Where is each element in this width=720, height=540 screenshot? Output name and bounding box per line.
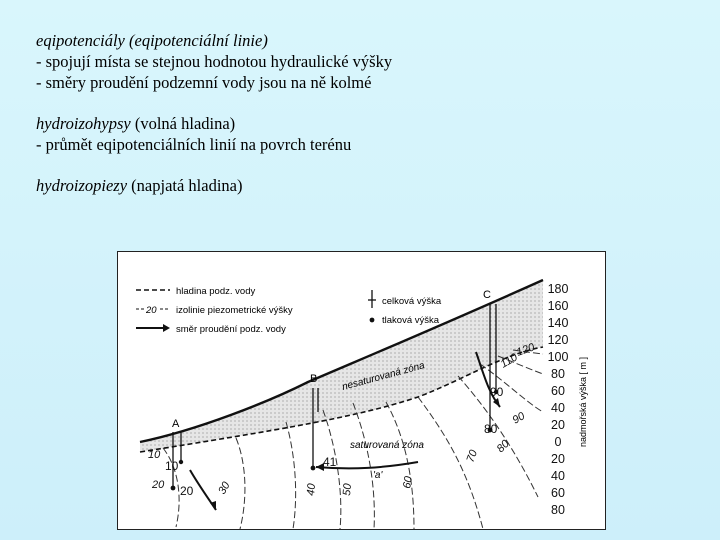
axis-tick: 180 <box>547 282 569 296</box>
hydroisopiez-note: (napjatá hladina) <box>127 176 243 195</box>
isoline-label-80: 80 <box>494 437 512 456</box>
isoline-label-50: 50 <box>341 483 355 497</box>
groundwater-diagram <box>117 251 606 530</box>
saturated-zone-label: saturovaná zóna <box>350 440 424 451</box>
isoline-label-10: 10 <box>148 449 161 461</box>
axis-tick: 140 <box>547 316 569 330</box>
elevation-axis-title: nadmořská výška [ m ] <box>578 356 588 448</box>
axis-tick: 40 <box>551 469 565 483</box>
axis-tick: 80 <box>551 503 565 517</box>
point-c-label: C <box>483 289 491 301</box>
equipotential-point-2: - směry proudění podzemní vody jsou na ně kolmé <box>36 73 372 92</box>
legend-total-head: celková výška <box>382 296 442 307</box>
elevation-axis-ticks <box>548 282 569 517</box>
point-b-label: B <box>310 373 318 385</box>
hydroisopiez-term: hydroizopiezy <box>36 176 128 195</box>
point-a-quote: 'a' <box>373 470 383 481</box>
isoline-label-30: 30 <box>216 479 233 497</box>
axis-tick: 100 <box>547 350 569 364</box>
axis-tick: 40 <box>551 401 565 415</box>
legend <box>136 286 442 335</box>
axis-tick: 60 <box>551 486 565 500</box>
equipotential-point-1: - spojují místa se stejnou hodnotou hydraulické výšky <box>36 52 393 71</box>
legend-pressure-head: tlaková výška <box>382 315 440 326</box>
axis-tick: 20 <box>551 418 565 432</box>
slide-text <box>36 30 392 196</box>
legend-flow: směr proudění podz. vody <box>176 324 286 335</box>
isoline-label-120: 120 <box>514 341 537 359</box>
axis-tick: 120 <box>547 333 569 347</box>
isoline-label-40: 40 <box>305 483 319 497</box>
isoline-label-20: 20 <box>152 479 165 491</box>
axis-tick: 60 <box>551 384 565 398</box>
reading-a-total: 10 <box>165 459 179 473</box>
hydroisohypse-heading <box>36 113 392 134</box>
reading-a-pressure: 20 <box>180 484 194 498</box>
reading-c-pressure: 80 <box>484 422 498 436</box>
isoline-label-110: 110 <box>498 351 520 371</box>
equipotential-heading: eqipotenciály (eqipotenciální linie) <box>36 31 268 50</box>
legend-water-table: hladina podz. vody <box>176 286 256 297</box>
legend-pressure-head-symbol <box>370 318 375 323</box>
legend-isoline: izolinie piezometrické výšky <box>176 305 293 316</box>
isoline-label-90: 90 <box>510 410 528 427</box>
axis-tick: 20 <box>551 452 565 466</box>
axis-tick: 0 <box>554 435 562 449</box>
diagram-svg <box>118 252 605 529</box>
legend-flow-arrowhead <box>163 324 170 332</box>
hydroisohypse-point: - průmět eqipotenciálních linií na povrch terénu <box>36 135 352 154</box>
hydroisohypse-note: (volná hladina) <box>130 114 236 133</box>
isoline-label-70: 70 <box>464 448 481 465</box>
axis-tick: 160 <box>547 299 569 313</box>
axis-tick: 80 <box>551 367 565 381</box>
point-a-label: A <box>172 418 180 430</box>
reading-c-total: 90 <box>490 385 504 399</box>
hydroisopiez-heading <box>36 175 392 196</box>
unsaturated-zone-label: nesaturovaná zóna <box>340 360 426 393</box>
isoline-label-60: 60 <box>401 475 416 490</box>
hydroisohypse-term: hydroizohypsy <box>36 114 131 133</box>
reading-b-pressure: 41 <box>323 455 337 469</box>
legend-isoline-sample: 20 <box>146 305 157 316</box>
